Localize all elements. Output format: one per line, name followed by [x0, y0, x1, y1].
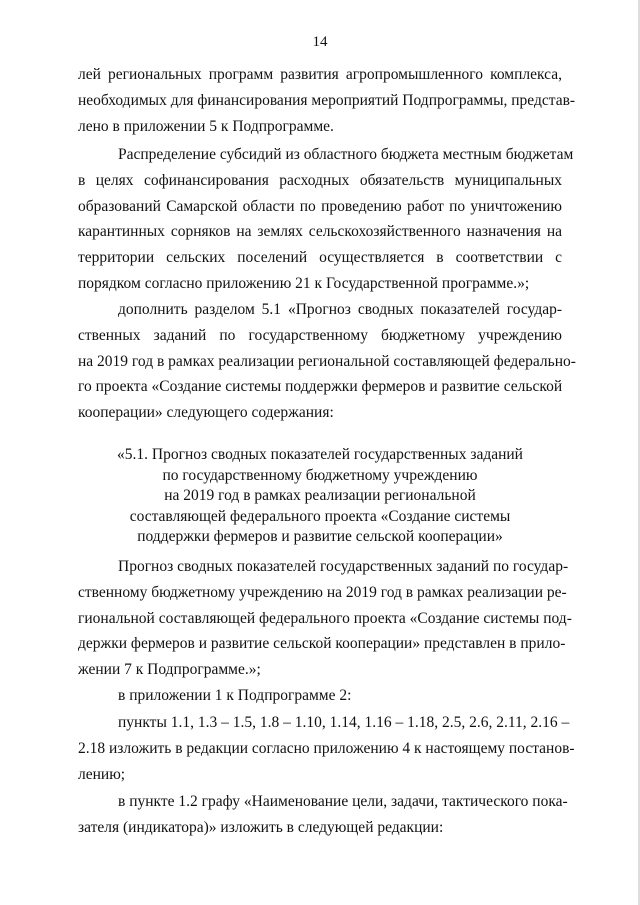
- paragraph-forecast: [78, 554, 572, 683]
- heading-line: по государственному бюджетному учреждению: [162, 466, 478, 484]
- text-line: Прогноз сводных показателей государственных заданий по государ-: [118, 558, 569, 575]
- paragraph-item-1-2: [78, 789, 568, 841]
- paragraph-subsidy-distribution: [78, 142, 574, 297]
- text-line: го проекта «Создание системы поддержки фермеров и развитие сельской: [78, 378, 563, 396]
- heading-line: «5.1. Прогноз сводных показателей государственных заданий: [117, 446, 523, 463]
- text-line: на 2019 год в рамках реализации региональной составляющей федерально-: [78, 352, 576, 370]
- text-line: лению;: [78, 765, 126, 783]
- text-line: лей региональных программ развития агропромышленного комплекса,: [78, 66, 562, 83]
- paragraph-continuation: [78, 62, 576, 139]
- text-line: ственному бюджетному учреждению на 2019 год в рамках реализации ре-: [78, 583, 567, 601]
- paragraph-appendix-1: [78, 683, 562, 709]
- text-line: пункты 1.1, 1.3 – 1.5, 1.8 – 1.10, 1.14, 1.16 – 1.18, 2.5, 2.6, 2.11, 2.16 –: [118, 714, 570, 731]
- text-line: 2.18 изложить в редакции согласно приложению 4 к настоящему постанов-: [78, 739, 575, 757]
- text-line: порядком согласно приложению 21 к Государственной программе.»;: [78, 274, 530, 292]
- paragraph-items: [78, 710, 575, 787]
- heading-line: поддержки фермеров и развитие сельской кооперации»: [137, 528, 503, 545]
- text-line: в пункте 1.2 графу «Наименование цели, задачи, тактического пока-: [118, 793, 568, 810]
- text-line: образований Самарской области по проведению работ по уничтожению: [78, 197, 562, 215]
- text-line: в приложении 1 к Подпрограмме 2:: [118, 687, 352, 704]
- text-line: кооперации» следующего содержания:: [78, 404, 334, 422]
- text-line: зателя (индикатора)» изложить в следующей редакции:: [78, 818, 444, 836]
- text-line: гиональной составляющей федерального проекта «Создание системы под-: [78, 609, 572, 627]
- text-line: территории сельских поселений осуществляется в соответствии с: [78, 249, 562, 267]
- heading-line: на 2019 год в рамках реализации региональной: [164, 487, 476, 504]
- text-line: карантинных сорняков на землях сельскохозяйственного назначения на: [78, 223, 562, 241]
- text-line: жении 7 к Подпрограмме.»;: [78, 661, 261, 679]
- text-line: ственных заданий по государственному бюджетному учреждению: [78, 326, 562, 344]
- text-line: держки фермеров и развитие сельской кооперации» представлен в прило-: [78, 635, 566, 653]
- text-line: Распределение субсидий из областного бюджета местным бюджетам: [118, 146, 574, 163]
- text-line: лено в приложении 5 к Подпрограмме.: [78, 117, 334, 135]
- heading-line: составляющей федерального проекта «Создание системы: [129, 507, 511, 525]
- section-heading: [78, 445, 562, 548]
- page-number: 14: [312, 34, 328, 50]
- text-line: в целях софинансирования расходных обязательств муниципальных: [78, 171, 562, 189]
- text-line: необходимых для финансирования мероприятий Подпрограммы, представ-: [78, 91, 576, 109]
- paragraph-add-section: [78, 297, 576, 426]
- text-line: дополнить разделом 5.1 «Прогноз сводных показателей государ-: [118, 301, 562, 318]
